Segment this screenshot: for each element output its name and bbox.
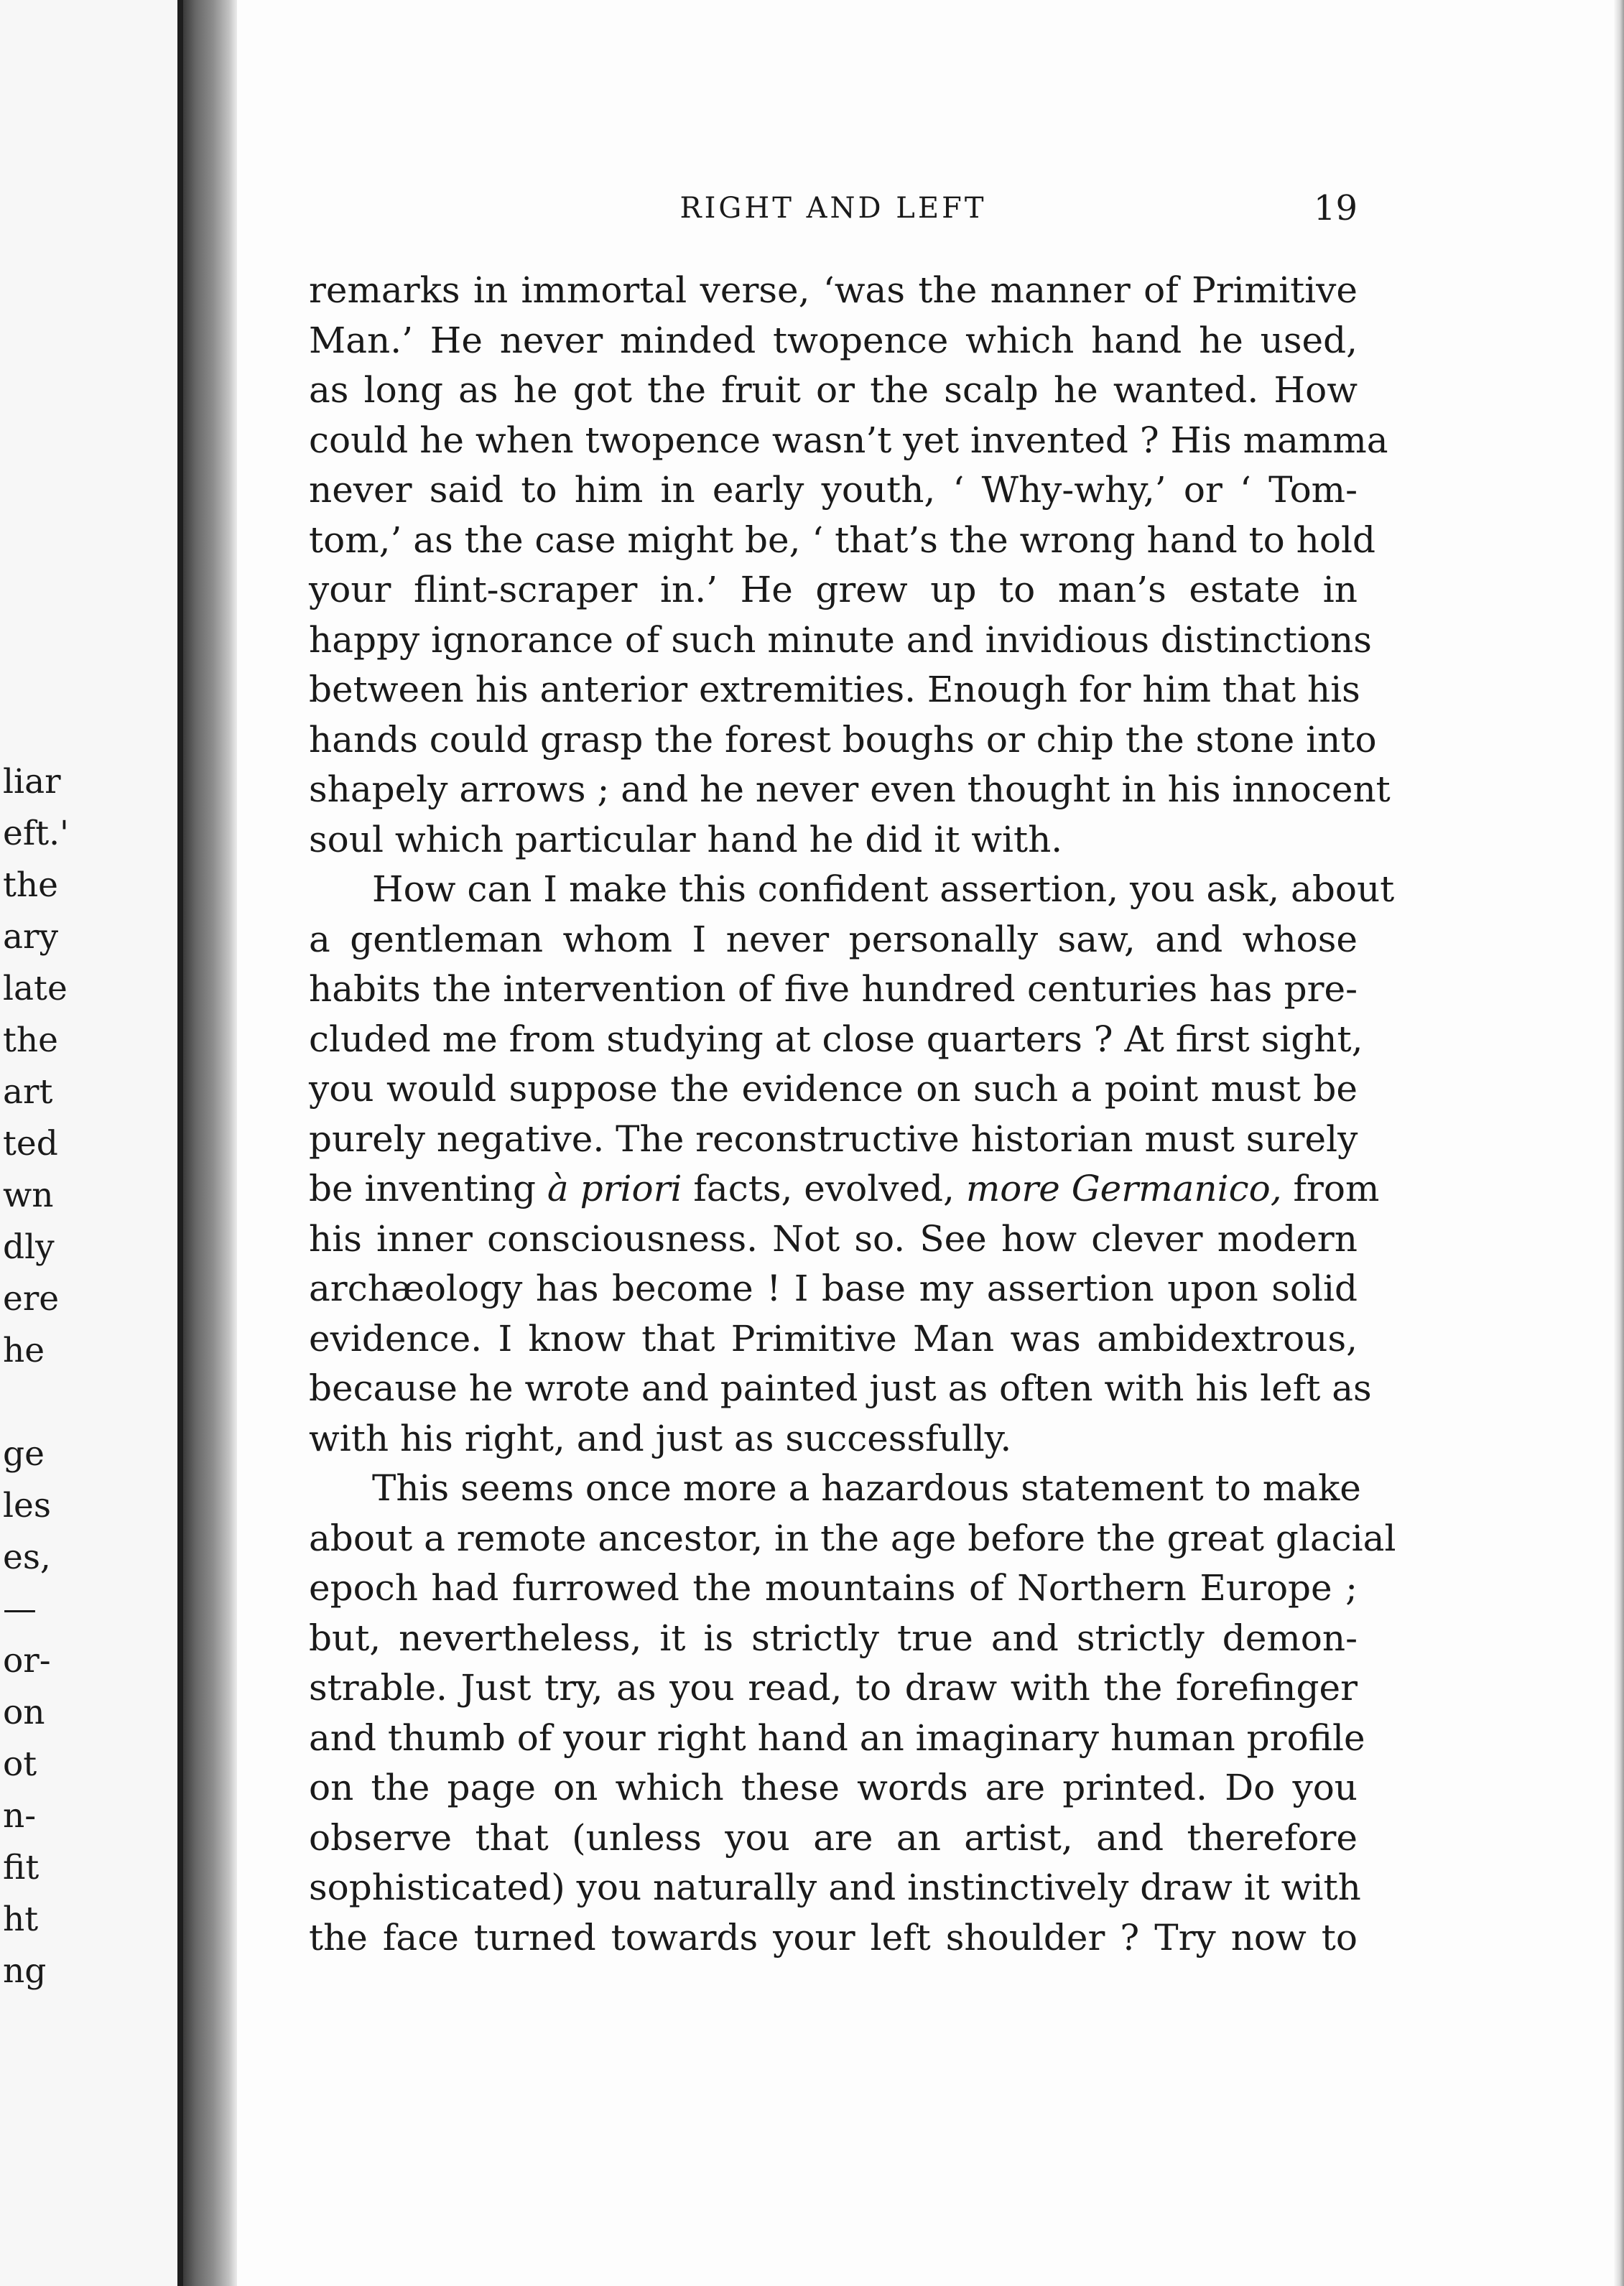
text-line: archæology has become ! I base my assertion upon solid <box>309 1268 1358 1309</box>
text-line: his inner consciousness. Not so. See how clever modern <box>309 1217 1358 1260</box>
text-line: between his anterior extremities. Enough for him that his <box>309 669 1360 710</box>
page-edge-shadow <box>1614 0 1624 2286</box>
text-line: shapely arrows ; and he never even thought in his innocent <box>309 768 1391 810</box>
left-page-fragment: late <box>3 969 68 1008</box>
left-page-fragment: the <box>3 1021 58 1060</box>
text-line: tom,’ as the case might be, ‘ that’s the wrong hand to hold <box>309 519 1375 561</box>
text-line: habits the intervention of five hundred centuries has pre- <box>309 968 1358 1010</box>
text-line: your flint-scraper in.’ He grew up to man’s estate in <box>309 569 1358 610</box>
gutter-shadow <box>183 0 237 2286</box>
text-line: could he when twopence wasn’t yet invented ? His mamma <box>309 419 1388 461</box>
left-page-fragment: he <box>3 1331 45 1370</box>
text-line: strable. Just try, as you read, to draw with the forefinger <box>309 1667 1358 1709</box>
left-page-fragment: on <box>3 1693 45 1732</box>
text-line: the face turned towards your left shoulder ? Try now to <box>309 1916 1358 1959</box>
left-page-fragment: art <box>3 1072 53 1112</box>
left-page-fragment: ere <box>3 1279 60 1319</box>
left-page-fragment: ht <box>3 1900 39 1939</box>
text-line: cluded me from studying at close quarters ? At first sight, <box>309 1018 1363 1060</box>
body-text <box>309 266 1396 1963</box>
running-head <box>309 183 1358 233</box>
left-page-fragment: — <box>3 1589 37 1629</box>
text-line: epoch had furrowed the mountains of Northern Europe ; <box>309 1567 1358 1609</box>
text-line: a gentleman whom I never personally saw, and whose <box>309 918 1358 960</box>
left-page-fragment: liar <box>3 762 61 802</box>
text-line: never said to him in early youth, ‘ Why-why,’ or ‘ Tom- <box>309 469 1358 511</box>
left-page-fragment: ted <box>3 1124 58 1163</box>
left-page-fragment: ng <box>3 1951 47 1991</box>
left-page-fragment: n- <box>3 1796 37 1836</box>
left-page-fragment: or- <box>3 1641 51 1681</box>
italic-more-germanico: more Germanico, <box>965 1168 1282 1209</box>
left-page-fragment: eft.' <box>3 814 69 853</box>
facing-page-edge <box>0 0 183 2286</box>
left-page-fragment: les <box>3 1486 51 1525</box>
text-line: and thumb of your right hand an imaginary human profile <box>309 1716 1365 1759</box>
left-page-fragment: the <box>3 865 58 905</box>
text-line: as long as he got the fruit or the scalp he wanted. How <box>309 369 1358 411</box>
left-page-fragment: ot <box>3 1744 37 1784</box>
left-page-fragment: fit <box>3 1848 40 1887</box>
text-line: soul which particular hand he did it with. <box>309 818 1063 860</box>
text-line: happy ignorance of such minute and invidious distinctions <box>309 618 1372 661</box>
left-page-fragment: dly <box>3 1227 55 1267</box>
text-line: hands could grasp the forest boughs or chip the stone into <box>309 718 1377 761</box>
left-page-fragment: ge <box>3 1434 45 1474</box>
page-number: 19 <box>1313 188 1358 228</box>
left-page-fragment: es, <box>3 1538 51 1577</box>
text-line: observe that (unless you are an artist, and therefore <box>309 1816 1358 1859</box>
left-page-fragment: wn <box>3 1176 54 1215</box>
text-run: from <box>1281 1168 1380 1209</box>
text-line: Man.’ He never minded twopence which hand he used, <box>309 319 1358 361</box>
text-line: about a remote ancestor, in the age before the great glacial <box>309 1517 1396 1559</box>
text-line: How can I make this confident assertion, you ask, about <box>372 868 1395 910</box>
text-line: you would suppose the evidence on such a point must be <box>309 1068 1358 1110</box>
text-line: This seems once more a hazardous statement to make <box>372 1467 1361 1509</box>
text-line-with-italics <box>309 1164 1380 1214</box>
text-line: but, nevertheless, it is strictly true and strictly demon- <box>309 1617 1358 1659</box>
text-line: evidence. I know that Primitive Man was ambidextrous, <box>309 1317 1358 1360</box>
text-run: be inventing <box>309 1168 547 1209</box>
text-line: on the page on which these words are printed. Do you <box>309 1767 1358 1808</box>
text-run: facts, evolved, <box>682 1168 966 1209</box>
running-title: RIGHT AND LEFT <box>679 192 987 225</box>
text-line: with his right, and just as successfully. <box>309 1417 1012 1459</box>
text-line: purely negative. The reconstructive historian must surely <box>309 1118 1358 1160</box>
italic-a-priori: à priori <box>547 1168 682 1209</box>
text-line: because he wrote and painted just as often with his left as <box>309 1367 1372 1409</box>
text-line: sophisticated) you naturally and instinctively draw it with <box>309 1867 1361 1908</box>
left-page-fragment: ary <box>3 917 59 957</box>
text-line: remarks in immortal verse, ‘was the manner of Primitive <box>309 269 1358 311</box>
